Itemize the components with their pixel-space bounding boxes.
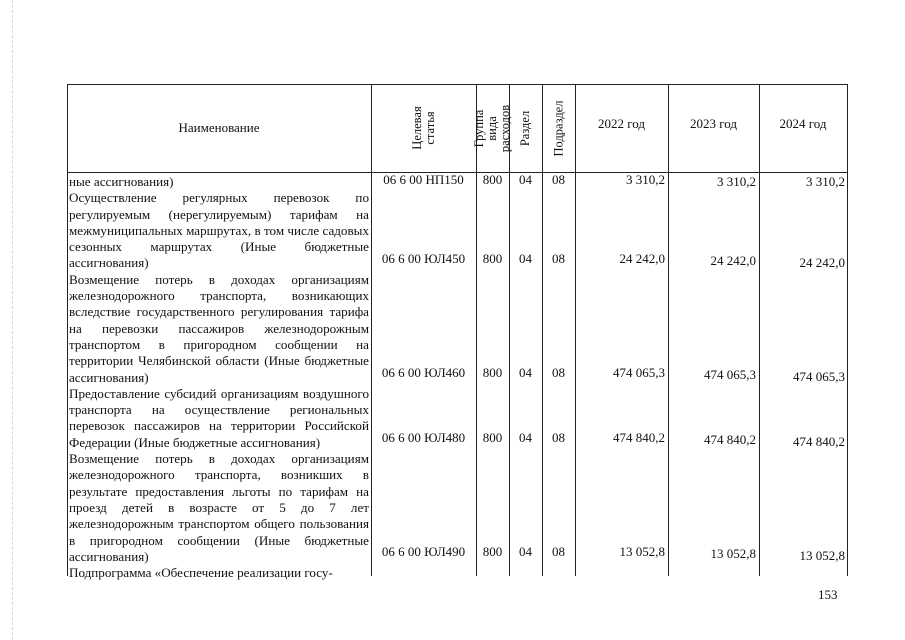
row-value-2024: 24 242,0 bbox=[799, 255, 845, 270]
name-paragraph: Подпрограмма «Обеспечение реализации госу- bbox=[69, 565, 333, 581]
header-name: Наименование bbox=[178, 120, 260, 135]
name-paragraph: ные ассигнования) bbox=[69, 174, 174, 189]
header-expense-group bbox=[472, 84, 513, 172]
row-code: 06 6 00 ЮЛ490 bbox=[381, 544, 466, 559]
row-value-2024: 13 052,8 bbox=[799, 548, 845, 563]
row-group: 800 bbox=[482, 430, 503, 445]
name-paragraph: Предоставление субсидий организациям воздушного транспорта на осуществление региональных перевозок пассажиров на территории Российской Федерации (Иные бюджетные ассигнования) bbox=[69, 385, 369, 450]
row-section: 04 bbox=[519, 365, 532, 380]
col-border bbox=[847, 84, 848, 576]
row-code: 06 6 00 ЮЛ480 bbox=[381, 430, 466, 445]
row-subsection: 08 bbox=[552, 544, 565, 559]
row-value-2023: 474 065,3 bbox=[704, 367, 756, 382]
header-subsection-label: Подраздел bbox=[551, 100, 565, 156]
header-2023: 2023 год bbox=[690, 116, 737, 131]
header-2022: 2022 год bbox=[598, 116, 645, 131]
header-expense-group-label: Группа вида расходов bbox=[472, 104, 513, 152]
row-section: 04 bbox=[519, 544, 532, 559]
row-value-2022: 24 242,0 bbox=[619, 251, 665, 266]
row-group: 800 bbox=[482, 251, 503, 266]
page-edge-guide bbox=[12, 0, 13, 640]
row-value-2023: 3 310,2 bbox=[717, 174, 756, 189]
row-code: 06 6 00 ЮЛ450 bbox=[381, 251, 466, 266]
page-number: 153 bbox=[818, 587, 838, 602]
row-value-2022: 3 310,2 bbox=[626, 172, 665, 187]
row-value-2022: 13 052,8 bbox=[619, 544, 665, 559]
name-paragraph: Возмещение потерь в доходах организациям железнодорожного транспорта, возникших в результате предоставления льготы по тарифам на проезд детей в возрасте от 5 до 7 лет железнодорожным транспортом общего пользования в пригородном сообщении (Иные бюджетные ассигнования) bbox=[69, 451, 369, 564]
row-value-2023: 13 052,8 bbox=[710, 546, 756, 561]
row-value-2024: 474 065,3 bbox=[793, 369, 845, 384]
row-value-2023: 24 242,0 bbox=[710, 253, 756, 268]
row-section: 04 bbox=[519, 251, 532, 266]
header-target-article bbox=[371, 84, 476, 172]
row-value-2024: 474 840,2 bbox=[793, 434, 845, 449]
budget-table bbox=[67, 84, 847, 581]
header-2024: 2024 год bbox=[779, 116, 827, 131]
row-value-2022: 474 065,3 bbox=[613, 365, 665, 380]
row-subsection: 08 bbox=[552, 172, 565, 187]
row-section: 04 bbox=[519, 430, 532, 445]
header-target-article-label: Целевая статья bbox=[409, 106, 437, 150]
row-subsection: 08 bbox=[552, 251, 565, 266]
row-value-2024: 3 310,2 bbox=[806, 174, 845, 189]
header-subsection bbox=[542, 84, 575, 172]
name-paragraph: Возмещение потерь в доходах организациям железнодорожного транспорта, возникающих вследствие государственного регулирования тарифа на перевозки пассажиров железнодорожным транспортом в пригородном сообщении на территории Челябинской области (Иные бюджетные ассигнования) bbox=[69, 271, 369, 385]
row-value-2022: 474 840,2 bbox=[613, 430, 665, 445]
header-section-label: Раздел bbox=[518, 110, 533, 146]
row-code: 06 6 00 ЮЛ460 bbox=[381, 365, 466, 380]
row-subsection: 08 bbox=[552, 365, 565, 380]
name-paragraph: Осуществление регулярных перевозок по регулируемым (нерегулируемым) тарифам на межмуниципальных маршрутах, в том числе садовых сезонных маршрутах (Иные бюджетные ассигнования) bbox=[69, 190, 369, 271]
name-column bbox=[69, 174, 369, 581]
row-group: 800 bbox=[482, 172, 503, 187]
header-section bbox=[509, 84, 542, 172]
row-subsection: 08 bbox=[552, 430, 565, 445]
row-value-2023: 474 840,2 bbox=[704, 432, 756, 447]
row-code: 06 6 00 НП150 bbox=[383, 172, 464, 187]
row-group: 800 bbox=[482, 365, 503, 380]
row-section: 04 bbox=[519, 172, 532, 187]
row-group: 800 bbox=[482, 544, 503, 559]
